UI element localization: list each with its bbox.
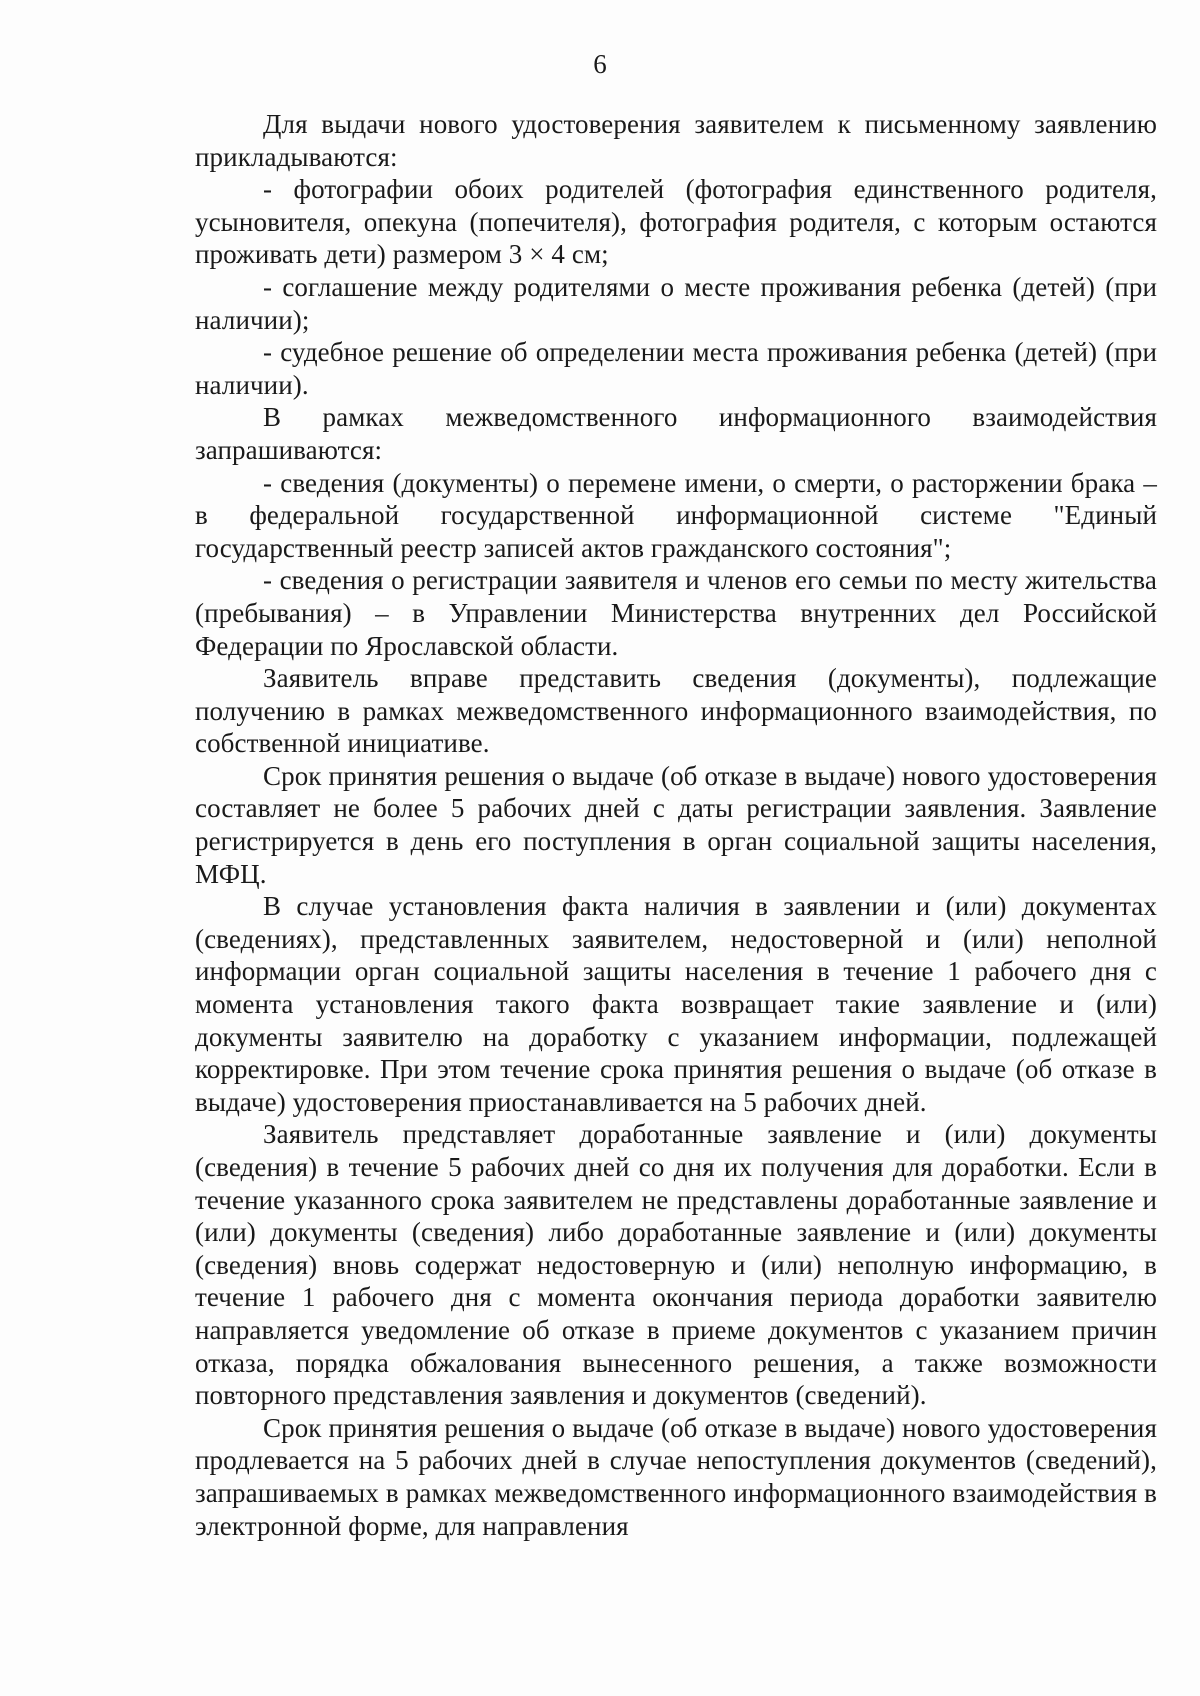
list-item-civil-registry: - сведения (документы) о перемене имени, о смерти, о расторжении брака – в федеральной государственной информационной системе "Единый государственный реестр записей актов гражданского состояния"; — [195, 467, 1157, 563]
list-item-residence-registration: - сведения о регистрации заявителя и членов его семьи по месту жительства (пребывания) – в Управлении Министерства внутренних дел Российской Федерации по Ярославской области. — [195, 565, 1157, 661]
paragraph-incomplete-information: В случае установления факта наличия в заявлении и (или) документах (сведениях), представленных заявителем, недостоверной и (или) неполной информации орган социальной защиты населения в течение 1 рабочего дня с момента установления такого факта возвращает такие заявление и (или) документы заявителю на доработку с указанием информации, подлежащей корректировке. При этом течение срока принятия решения о выдаче (об отказе в выдаче) удостоверения приостанавливается на 5 рабочих дней. — [195, 891, 1157, 1117]
document-body — [195, 108, 1157, 1542]
page-number: 6 — [593, 49, 607, 79]
paragraph-own-initiative: Заявитель вправе представить сведения (документы), подлежащие получению в рамках межведомственного информационного взаимодействия, по собственной инициативе. — [195, 663, 1157, 759]
paragraph-revised-documents: Заявитель представляет доработанные заявление и (или) документы (сведения) в течение 5 рабочих дней со дня их получения для доработки. Если в течение указанного срока заявителем не представлены доработанные заявление и (или) документы (сведения) либо доработанные заявление и (или) документы (сведения) вновь содержат недостоверную и (или) неполную информацию, в течение 1 рабочего дня с момента окончания периода доработки заявителю направляется уведомление об отказе в приеме документов с указанием причин отказа, порядка обжалования вынесенного решения, а также возможности повторного представления заявления и документов (сведений). — [195, 1119, 1157, 1411]
paragraph-term-extension: Срок принятия решения о выдаче (об отказе в выдаче) нового удостоверения продлевается на 5 рабочих дней в случае непоступления документов (сведений), запрашиваемых в рамках межведомственного информационного взаимодействия в электронной форме, для направления — [195, 1412, 1157, 1541]
paragraph-decision-term: Срок принятия решения о выдаче (об отказе в выдаче) нового удостоверения составляет не более 5 рабочих дней с даты регистрации заявления. Заявление регистрируется в день его поступления в орган социальной защиты населения, МФЦ. — [195, 760, 1157, 889]
list-item-parents-agreement: - соглашение между родителями о месте проживания ребенка (детей) (при наличии); — [195, 271, 1157, 335]
paragraph-documents-attached: Для выдачи нового удостоверения заявителем к письменному заявлению прикладываются: — [195, 109, 1157, 172]
list-item-parent-photos: - фотографии обоих родителей (фотография единственного родителя, усыновителя, опекуна (попечителя), фотография родителя, с которым остаются проживать дети) размером 3 × 4 см; — [195, 174, 1157, 270]
list-item-court-decision: - судебное решение об определении места проживания ребенка (детей) (при наличии). — [195, 337, 1157, 400]
paragraph-interagency-requests: В рамках межведомственного информационного взаимодействия запрашиваются: — [195, 402, 1157, 465]
